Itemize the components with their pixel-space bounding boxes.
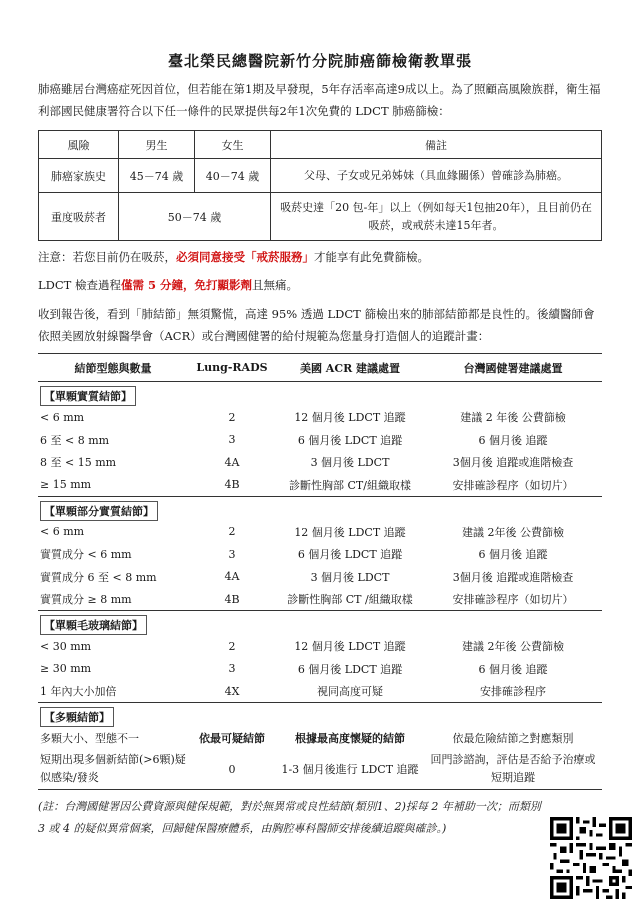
table-row	[38, 566, 602, 589]
table-row	[38, 680, 602, 703]
female-age-range: 40－74 歲	[195, 159, 271, 193]
followup-table	[38, 353, 602, 790]
intro-paragraph: 肺癌雖居台灣癌症死因首位，但若能在第1期及早發現，5年存活率高達9成以上。為了照顧高風險族群，衛生福利部國民健康署符合以下任一條件的民眾提供每2年1次免費的 LDCT 肺癌篩檢：	[38, 82, 601, 118]
nodule-type: 實質成分 6 至 < 8 mm	[40, 570, 157, 584]
risk-heavy-smoker: 重度吸菸者	[39, 193, 119, 241]
group-name: 【多顆結節】	[40, 707, 114, 727]
followup-header-type: 結節型態與數量	[38, 354, 188, 382]
followup-header-acr: 美國 ACR 建議處置	[276, 354, 424, 382]
hpa-action: 建議 2 年後 公費篩檢	[460, 411, 566, 425]
hpa-action: 6 個月後 追蹤	[478, 548, 548, 562]
hpa-action: 建議 2年後 公費篩檢	[462, 525, 564, 539]
nodule-type: < 30 mm	[40, 639, 92, 653]
notice-highlight: 必須同意接受「戒菸服務」	[176, 250, 314, 264]
header-male: 男生	[119, 131, 195, 159]
lung-rads: 4A	[224, 570, 240, 584]
header-female: 女生	[195, 131, 271, 159]
nodule-type: 實質成分 < 6 mm	[40, 548, 132, 562]
lung-rads: 2	[228, 525, 236, 539]
nodule-type: 1 年內大小加倍	[40, 685, 117, 698]
male-age-range: 45－74 歲	[119, 159, 195, 193]
acr-action: 6 個月後 LDCT 追蹤	[297, 662, 403, 676]
multi-new-acr: 1-3 個月後進行 LDCT 追蹤	[281, 763, 419, 777]
hpa-action: 3個月後 追蹤或進階檢查	[452, 570, 574, 584]
nodule-type: < 6 mm	[40, 410, 85, 424]
table-row	[38, 658, 602, 681]
acr-action: 3 個月後 LDCT	[310, 570, 390, 584]
lung-rads: 3	[228, 433, 236, 447]
lung-rads: 2	[228, 410, 236, 424]
hpa-action: 安排確診程序（如切片）	[452, 478, 574, 492]
acr-action: 診斷性胸部 CT /組織取樣	[287, 593, 413, 606]
nodule-type: 實質成分 ≥ 8 mm	[40, 593, 132, 606]
group-name: 【單顆毛玻璃結節】	[40, 615, 147, 635]
nodule-type: < 6 mm	[40, 525, 85, 539]
lung-rads: 2	[228, 639, 236, 653]
table-row	[38, 451, 602, 474]
hpa-action: 3個月後 追蹤或進階檢查	[452, 456, 574, 470]
notice-suffix: 才能享有此免費篩檢。	[314, 250, 429, 264]
hpa-action: 安排確診程序	[480, 685, 546, 698]
footnote: (註：台灣國健署因公費資源與健保規範，對於無異常或良性結節(類別1、2)採每 2 年補助一次；而類別 3 或 4 的疑似異常個案，回歸健保醫療體系，由胸腔專科醫師安排後續追蹤與確診。)	[38, 800, 541, 835]
table-row	[38, 429, 602, 452]
smoker-age-range: 50－74 歲	[119, 193, 271, 241]
multi-hpa: 依最危險結節之對應類別	[452, 732, 574, 746]
table-row	[38, 406, 602, 429]
multi-type: 多顆大小、型態不一	[40, 732, 139, 746]
table-row	[38, 635, 602, 658]
acr-action: 3 個月後 LDCT	[310, 456, 390, 470]
multi-new-lungrads: 0	[228, 762, 236, 776]
lung-rads: 3	[228, 662, 236, 676]
notice-line	[38, 247, 602, 267]
lung-rads: 4B	[224, 478, 240, 491]
header-note: 備註	[271, 131, 602, 159]
group-header-row	[38, 611, 602, 636]
ldct-line	[38, 275, 602, 295]
group-name: 【單顆部分實質結節】	[40, 501, 158, 521]
eligibility-table	[38, 130, 602, 241]
group-header-row	[38, 382, 602, 407]
group-header-row	[38, 496, 602, 521]
table-row	[38, 588, 602, 611]
heavy-smoker-note: 吸菸史達「20 包-年」以上（例如每天1包抽20年），且目前仍在吸菸，或戒菸未達15年者。	[271, 193, 602, 241]
acr-action: 12 個月後 LDCT 追蹤	[294, 525, 406, 539]
followup-header-lungrads: Lung-RADS	[188, 354, 276, 382]
qr-code-icon[interactable]	[550, 817, 632, 899]
acr-action: 6 個月後 LDCT 追蹤	[297, 548, 403, 562]
lung-rads: 3	[228, 547, 236, 561]
risk-family-history: 肺癌家族史	[39, 159, 119, 193]
lung-rads: 4B	[224, 592, 240, 606]
nodule-type: 6 至 < 8 mm	[40, 433, 110, 447]
table-row	[38, 474, 602, 497]
acr-action: 6 個月後 LDCT 追蹤	[297, 433, 403, 447]
acr-action: 診斷性胸部 CT/組織取樣	[289, 478, 411, 492]
ldct-prefix: LDCT 檢查過程	[38, 278, 121, 292]
lung-rads: 4A	[224, 455, 240, 469]
hpa-action: 建議 2年後 公費篩檢	[462, 640, 564, 654]
hpa-action: 安排確診程序（如切片）	[452, 593, 574, 606]
multi-new-hpa: 回門診諮詢，評估是否給予治療或短期追蹤	[430, 753, 596, 785]
hpa-action: 6 個月後 追蹤	[478, 662, 548, 676]
lung-rads: 4X	[224, 684, 240, 698]
multi-new-type: 短期出現多個新結節(>6顆)疑似感染/發炎	[40, 753, 186, 785]
acr-action: 12 個月後 LDCT 追蹤	[294, 411, 406, 425]
ldct-highlight: 僅需 5 分鐘，免打顯影劑	[120, 278, 252, 292]
followup-header-hpa: 台灣國健署建議處置	[424, 354, 602, 382]
header-risk: 風險	[39, 131, 119, 159]
nodule-type: 8 至 < 15 mm	[40, 456, 117, 470]
report-paragraph: 收到報告後，看到「肺結節」無須驚慌，高達 95% 透過 LDCT 篩檢出來的肺部結節都是良性的。後續醫師會依照美國放射線醫學會（ACR）或台灣國健署的給付規範為您量身打造個人的追蹤計畫：	[38, 307, 595, 343]
group-name: 【單顆實質結節】	[40, 386, 136, 406]
family-history-note: 父母、子女或兄弟姊妹（具血緣關係）曾確診為肺癌。	[271, 159, 602, 193]
acr-action: 12 個月後 LDCT 追蹤	[294, 640, 406, 654]
multi-lungrads: 依最可疑結節	[199, 732, 265, 746]
table-row	[38, 521, 602, 544]
nodule-type: ≥ 15 mm	[40, 478, 92, 491]
table-row	[38, 543, 602, 566]
ldct-suffix: 且無痛。	[252, 278, 298, 292]
nodule-type: ≥ 30 mm	[40, 662, 92, 676]
page-title: 臺北榮民總醫院新竹分院肺癌篩檢衛教單張	[167, 52, 472, 70]
hpa-action: 6 個月後 追蹤	[478, 433, 548, 447]
acr-action: 視同高度可疑	[317, 685, 383, 698]
notice-prefix: 注意：若您目前仍在吸菸，	[38, 250, 176, 264]
multi-acr: 根據最高度懷疑的結節	[295, 732, 405, 746]
